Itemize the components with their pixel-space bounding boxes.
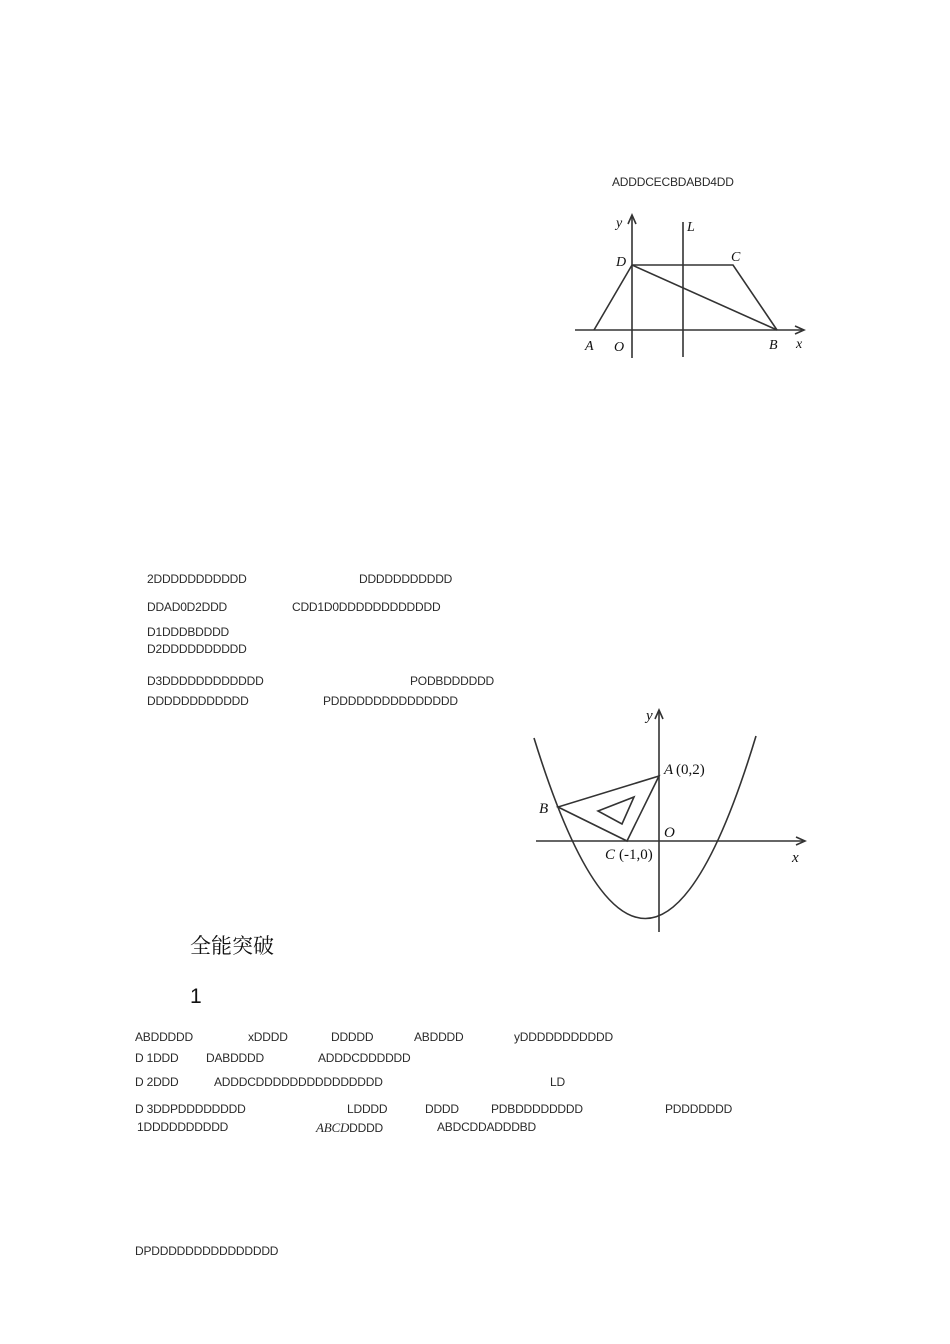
parabola xyxy=(534,736,756,919)
block1-line5-right: PODBDDDDDD xyxy=(410,674,495,688)
block1-line6-right: PDDDDDDDDDDDDDDD xyxy=(323,694,458,708)
trapezoid-ABCD xyxy=(594,265,777,330)
block2-row5-col2-rest: DDDD xyxy=(349,1121,384,1135)
block2-row1-col3: DDDDD xyxy=(331,1030,374,1044)
block2-row3-col3: LD xyxy=(550,1075,565,1089)
block1-line3: D1DDDBDDDD xyxy=(147,625,230,639)
block1-line2-left: DDAD0D2DDD xyxy=(147,600,228,614)
label-C: C xyxy=(605,847,616,863)
label-y: y xyxy=(616,216,623,231)
triangle-ABC xyxy=(558,776,659,841)
block2-row1-col2: xDDDD xyxy=(248,1030,288,1044)
label-x: x xyxy=(792,850,799,866)
block2-row3-col1: D 2DDD xyxy=(135,1075,179,1089)
section-number: 1 xyxy=(190,985,202,1008)
label-C-coord: (-1,0) xyxy=(619,847,653,863)
block1-line2-right: CDD1D0DDDDDDDDDDDD xyxy=(292,600,441,614)
label-C: C xyxy=(731,250,741,265)
section-title: 全能突破 xyxy=(190,935,274,958)
label-A-coord: (0,2) xyxy=(676,762,705,778)
block2-row2-col1: D 1DDD xyxy=(135,1051,179,1065)
label-O: O xyxy=(664,825,675,841)
figure1-caption: ADDDCECBDABD4DD xyxy=(612,175,734,189)
label-x: x xyxy=(796,337,803,352)
label-A: A xyxy=(585,339,594,354)
block1-line6-left: DDDDDDDDDDDD xyxy=(147,694,249,708)
block2-row2-col2: DABDDDD xyxy=(206,1051,264,1065)
block1-line1-left: 2DDDDDDDDDDD xyxy=(147,572,247,586)
figure2-parabola-diagram xyxy=(528,700,813,938)
small-triangle xyxy=(598,797,634,824)
block2-row4-col3: DDDD xyxy=(425,1102,459,1116)
label-y: y xyxy=(646,708,653,724)
label-L: L xyxy=(687,220,695,235)
block1-line4: D2DDDDDDDDDD xyxy=(147,642,247,656)
block1-line5-left: D3DDDDDDDDDDDD xyxy=(147,674,264,688)
block2-row4-col1: D 3DDPDDDDDDDD xyxy=(135,1102,246,1116)
block2-row5-col1: 1DDDDDDDDDD xyxy=(137,1120,229,1134)
label-B: B xyxy=(539,801,549,817)
block2-last-line: DPDDDDDDDDDDDDDDD xyxy=(135,1244,279,1258)
block2-row3-col2: ADDDCDDDDDDDDDDDDDDD xyxy=(214,1075,383,1089)
block2-row5-col2 xyxy=(316,1121,383,1135)
label-D: D xyxy=(616,255,627,270)
block2-row4-col4: PDBDDDDDDDD xyxy=(491,1102,583,1116)
label-O: O xyxy=(614,340,625,355)
block1-line1-right: DDDDDDDDDDD xyxy=(359,572,453,586)
block2-row4-col2: LDDDD xyxy=(347,1102,388,1116)
italic-abcd: ABCD xyxy=(316,1120,350,1135)
block2-row4-col5: PDDDDDDD xyxy=(665,1102,733,1116)
block2-row5-col3: ABDCDDADDDBD xyxy=(437,1120,536,1134)
block2-row1-col1: ABDDDDD xyxy=(135,1030,193,1044)
figure1-trapezoid-diagram xyxy=(570,205,815,365)
block2-row1-col4: ABDDDD xyxy=(414,1030,464,1044)
label-B: B xyxy=(769,338,778,353)
block2-row2-col3: ADDDCDDDDDD xyxy=(318,1051,411,1065)
label-A: A xyxy=(664,762,674,778)
block2-row1-col5: yDDDDDDDDDDD xyxy=(514,1030,613,1044)
